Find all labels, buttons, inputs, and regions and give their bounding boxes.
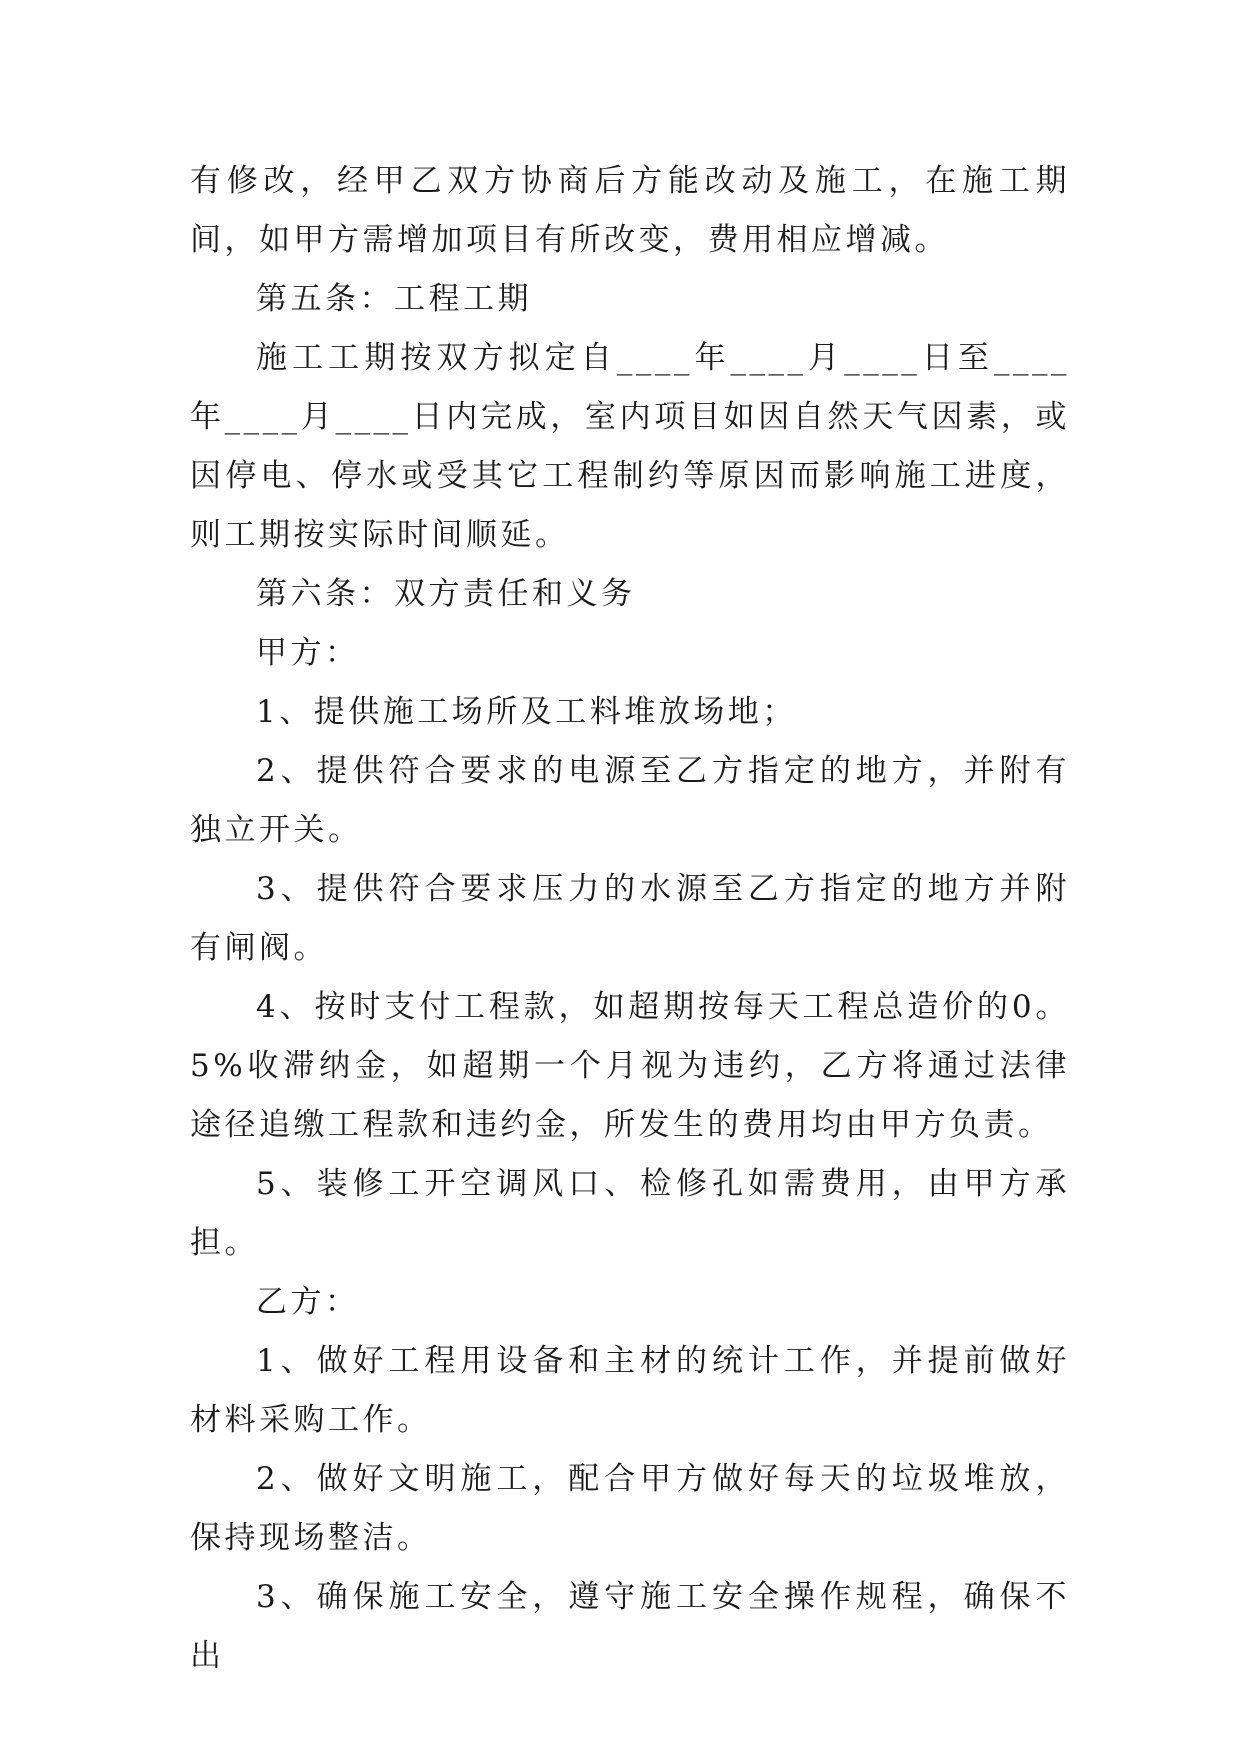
paragraph-construction-period: 施工工期按双方拟定自____年____月____日至____年____月____日内完成，室内项目如因自然天气因素，或因停电、停水或受其它工程制约等原因而影响施工进度，则工期按实际时间顺延。: [190, 340, 1070, 553]
party-a-item-5: 5、装修工开空调风口、检修孔如需费用，由甲方承担。: [190, 1166, 1070, 1261]
party-a-item-1: 1、提供施工场所及工料堆放场地；: [256, 694, 797, 730]
party-a-item-2: 2、提供符合要求的电源至乙方指定的地方，并附有独立开关。: [190, 753, 1070, 848]
party-a-item-4: 4、按时支付工程款，如超期按每天工程总造价的0。5%收滞纳金，如超期一个月视为违约，乙方将通过法律途径追缴工程款和违约金，所发生的费用均由甲方负责。: [190, 989, 1070, 1143]
party-a-item-3: 3、提供符合要求压力的水源至乙方指定的地方并附有闸阀。: [190, 871, 1070, 966]
party-a-label: 甲方：: [256, 635, 360, 671]
heading-article-6: 第六条：双方责任和义务: [256, 576, 636, 612]
document-body: [190, 152, 1070, 1686]
heading-article-5: 第五条：工程工期: [256, 281, 532, 317]
party-b-item-2: 2、做好文明施工，配合甲方做好每天的垃圾堆放，保持现场整洁。: [190, 1461, 1070, 1556]
paragraph-continuation: 有修改，经甲乙双方协商后方能改动及施工，在施工期间，如甲方需增加项目有所改变，费用相应增减。: [190, 163, 1070, 258]
party-b-label: 乙方：: [256, 1284, 360, 1320]
party-b-item-1: 1、做好工程用设备和主材的统计工作，并提前做好材料采购工作。: [190, 1343, 1070, 1438]
party-b-item-3: 3、确保施工安全，遵守施工安全操作规程，确保不出: [190, 1579, 1070, 1674]
